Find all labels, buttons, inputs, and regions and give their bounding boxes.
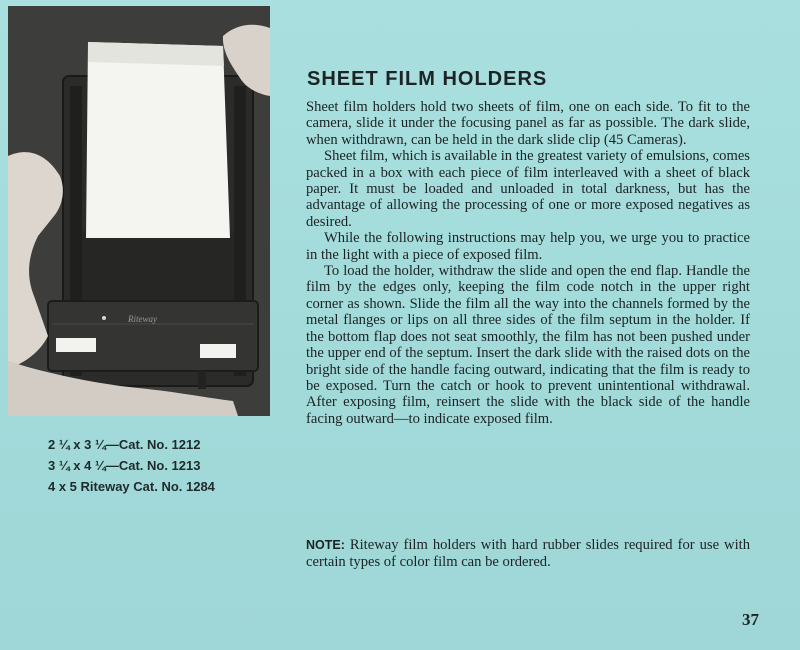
catalog-line-1284: 4 x 5 Riteway Cat. No. 1284 [48,479,215,494]
paragraph-sheet-film: Sheet film, which is available in the greatest variety of emulsions, comes packed in a box with each piece of film interleaved with a sheet of black paper. It must be loaded and unloaded in total darkness, but has the advantage of allowing the processing of one or more exposed negatives as desired. [306,148,750,230]
holder-catch [198,371,206,389]
holder-end-flap [48,301,258,371]
section-heading: SHEET FILM HOLDERS [307,68,548,90]
paragraph-loading: To load the holder, withdraw the slide and open the end flap. Handle the film by the edges only, keeping the film code notch in the upper right corner as shown. Slide the film all the way into the channels formed by the metal flanges or lips on all three sides of the film septum in the holder. If the bottom flap does not seat smoothly, the film has not been pushed under the upper end of the septum. Insert the dark slide with the raised dots on the bright side of the handle facing outward, indicating that the film is ready to be exposed. Turn the catch or hook to prevent unintentional withdrawal. After exposing film, reinsert the slide with the black side of the handle facing outward—to indicate exposed film. [306,263,750,427]
film-sheet [86,42,230,238]
note-label: NOTE: [306,538,345,552]
catalog-number-list [48,434,278,497]
sheet-film-holder-photo [8,6,270,416]
holder-brand-label: Riteway [128,314,157,324]
left-white-tab [56,338,96,352]
article-body [306,99,750,427]
paragraph-holders: Sheet film holders hold two sheets of film, one on each side. To fit to the camera, slide it under the focusing panel as far as possible. The dark slide, when withdrawn, can be held in the dark slide clip (45 Cameras). [306,99,750,148]
catalog-line-1212: 2 ¼ x 3 ¼—Cat. No. 1212 [48,437,201,452]
right-white-tab [200,344,236,358]
paragraph-practice: While the following instructions may help you, we urge you to practice in the light with a piece of exposed film. [306,230,750,263]
note-text: Riteway film holders with hard rubber slides required for use with certain types of color film can be ordered. [306,537,750,570]
catalog-line-1213: 3 ¼ x 4 ¼—Cat. No. 1213 [48,458,201,473]
page-number: 37 [742,610,759,629]
holder-illustration [8,6,270,416]
film-sheet-top-edge [88,42,224,66]
raised-dot [102,316,106,320]
note-block [306,537,750,571]
